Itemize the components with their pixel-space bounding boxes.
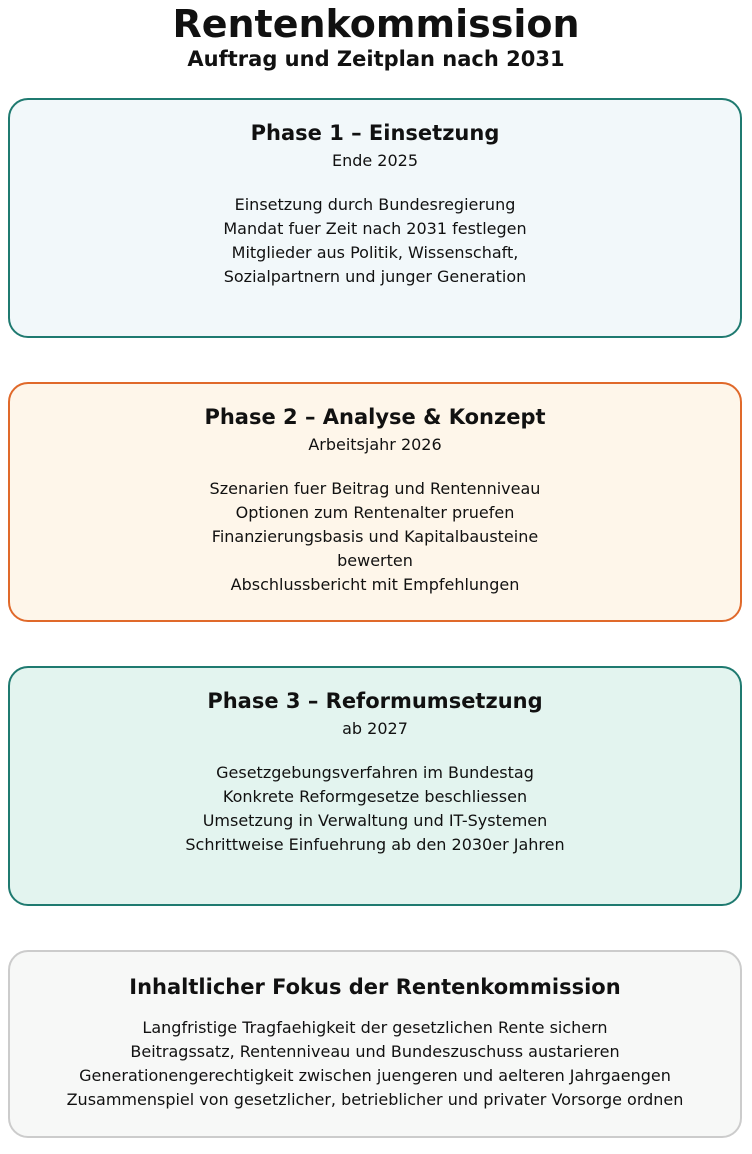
phase-item: Konkrete Reformgesetze beschliessen [222, 787, 528, 806]
focus-item: Langfristige Tragfaehigkeit der gesetzlichen Rente sichern [142, 1018, 608, 1037]
focus-item: Generationengerechtigkeit zwischen juengeren und aelteren Jahrgaengen [79, 1066, 671, 1085]
phase-item: bewerten [337, 551, 413, 570]
phase-date: Arbeitsjahr 2026 [308, 435, 442, 454]
phase-item: Optionen zum Rentenalter pruefen [235, 503, 515, 522]
phase-item: Einsetzung durch Bundesregierung [234, 195, 516, 214]
focus-item: Beitragssatz, Rentenniveau und Bundeszuschuss austarieren [130, 1042, 620, 1061]
phase-3-box [8, 666, 742, 906]
phase-title: Phase 1 – Einsetzung [250, 121, 500, 145]
page-subtitle: Auftrag und Zeitplan nach 2031 [187, 47, 565, 71]
phase-2-box [8, 382, 742, 622]
phase-item: Szenarien fuer Beitrag und Rentenniveau [209, 479, 541, 498]
phase-item: Schrittweise Einfuehrung ab den 2030er Jahren [185, 835, 565, 854]
page-title: Rentenkommission [172, 2, 580, 46]
focus-box [8, 950, 742, 1138]
focus-items [10, 1016, 740, 1112]
phase-title: Phase 2 – Analyse & Konzept [204, 405, 546, 429]
phase-item: Mandat fuer Zeit nach 2031 festlegen [223, 219, 527, 238]
phase-item: Finanzierungsbasis und Kapitalbausteine [211, 527, 539, 546]
phase-date: ab 2027 [342, 719, 408, 738]
phase-items [10, 477, 740, 597]
phase-1-box [8, 98, 742, 338]
phase-item: Gesetzgebungsverfahren im Bundestag [216, 763, 534, 782]
phase-date: Ende 2025 [331, 151, 419, 170]
phase-items [10, 761, 740, 857]
focus-item: Zusammenspiel von gesetzlicher, betrieblicher und privater Vorsorge ordnen [66, 1090, 684, 1109]
phase-item: Umsetzung in Verwaltung und IT-Systemen [202, 811, 548, 830]
phase-items [10, 193, 740, 289]
phase-item: Sozialpartnern und junger Generation [223, 267, 527, 286]
phase-item: Mitglieder aus Politik, Wissenschaft, [231, 243, 519, 262]
phase-item: Abschlussbericht mit Empfehlungen [230, 575, 520, 594]
phase-title: Phase 3 – Reformumsetzung [207, 689, 543, 713]
focus-title: Inhaltlicher Fokus der Rentenkommission [129, 975, 621, 999]
